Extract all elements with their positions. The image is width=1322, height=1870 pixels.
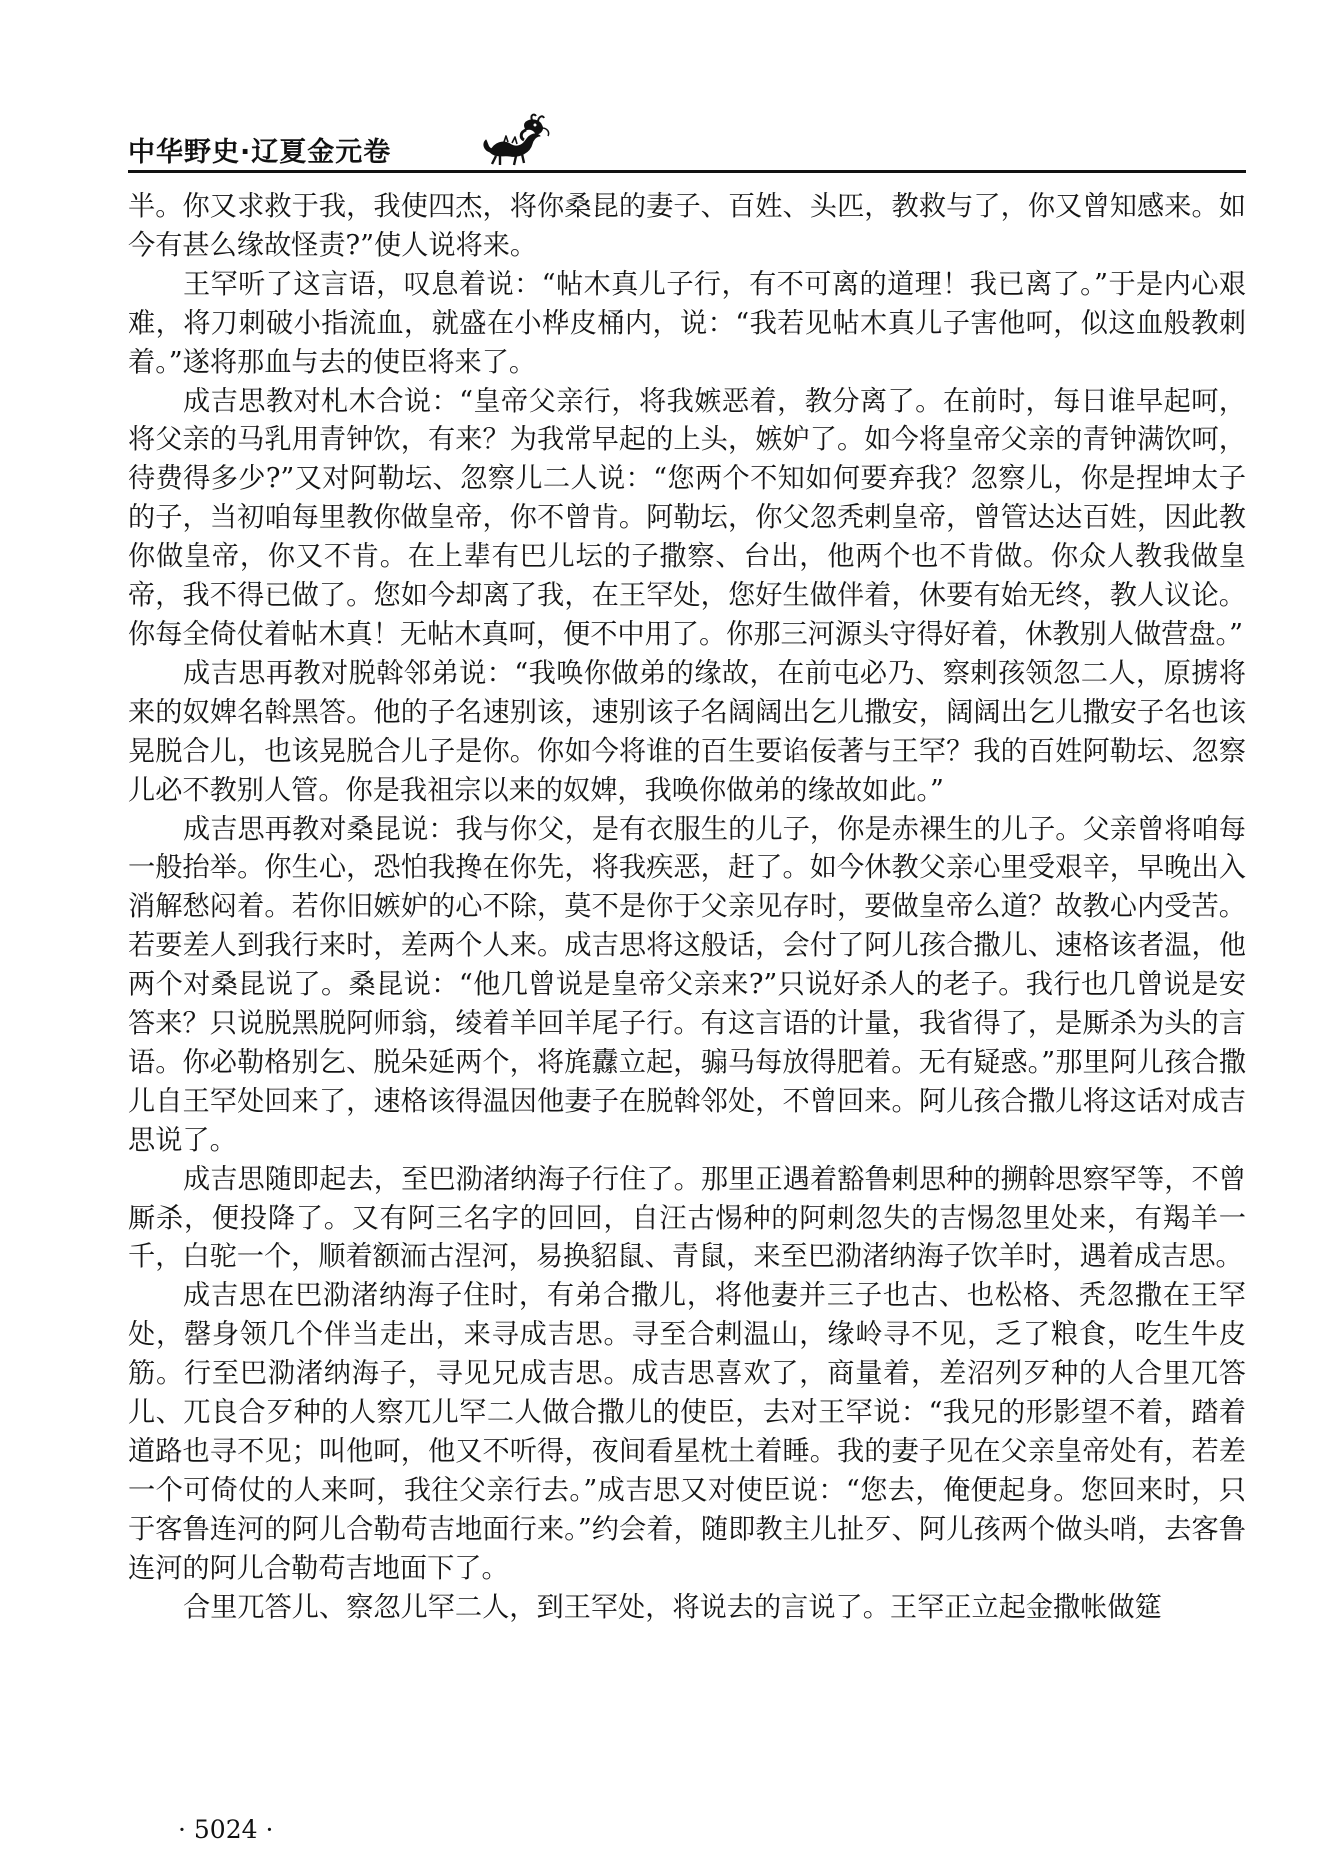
book-series-title: 中华野史·辽夏金元卷 xyxy=(128,137,392,168)
paragraph: 成吉思在巴泐渚纳海子住时，有弟合撒儿，将他妻并三子也古、也松格、秃忽撒在王罕处，罄身领几个伴当走出，来寻成吉思。寻至合剌温山，缘岭寻不见，乏了粮食，吃生牛皮筋。行至巴泐渚纳海子，寻见兄成吉思。成吉思喜欢了，商量着，差沼列歹种的人合里兀答儿、兀良合歹种的人察兀儿罕二人做合撒儿的使臣，去对王罕说：“我兄的形影望不着，踏着道路也寻不见；叫他呵，他又不听得，夜间看星枕土着睡。我的妻子见在父亲皇帝处有，若差一个可倚仗的人来呵，我往父亲行去。”成吉思又对使臣说：“您去，俺便起身。您回来时，只于客鲁连河的阿儿合勒苟吉地面行来。”约会着，随即教主儿扯歹、阿儿孩两个做头哨，去客鲁连河的阿儿合勒苟吉地面下了。 xyxy=(128,1280,1246,1584)
paragraph: 成吉思随即起去，至巴泐渚纳海子行住了。那里正遇着豁鲁剌思种的搠斡思察罕等，不曾厮杀，便投降了。又有阿三名字的回回，自汪古惕种的阿剌忽失的吉惕忽里处来，有羯羊一千，白驼一个，顺着额洏古涅河，易换貂鼠、青鼠，来至巴泐渚纳海子饮羊时，遇着成吉思。 xyxy=(128,1163,1246,1273)
page-number: · 5024 · xyxy=(178,1815,274,1844)
main-text xyxy=(128,188,1246,1628)
paragraph: 合里兀答儿、察忽儿罕二人，到王罕处，将说去的言说了。王罕正立起金撒帐做筵 xyxy=(183,1591,1162,1623)
header-rule xyxy=(128,170,1246,173)
paragraph: 成吉思再教对桑昆说：我与你父，是有衣服生的儿子，你是赤裸生的儿子。父亲曾将咱每一般抬举。你生心，恐怕我搀在你先，将我疾恶，赶了。如今休教父亲心里受艰辛，早晚出入消解愁闷着。若你旧嫉妒的心不除，莫不是你于父亲见存时，要做皇帝么道？故教心内受苦。若要差人到我行来时，差两个人来。成吉思将这般话，会付了阿儿孩合撒儿、速格该者温，他两个对桑昆说了。桑昆说：“他几曾说是皇帝父亲来?”只说好杀人的老子。我行也几曾说是安答来？只说脱黑脱阿师翁，绫着羊回羊尾子行。有这言语的计量，我省得了，是厮杀为头的言语。你必勒格别乞、脱朵延两个，将旄纛立起，骟马每放得肥着。无有疑惑。”那里阿儿孩合撒儿自王罕处回来了，速格该得温因他妻子在脱斡邻处，不曾回来。阿儿孩合撒儿将这话对成吉思说了。 xyxy=(128,813,1246,1156)
paragraph: 成吉思教对札木合说：“皇帝父亲行，将我嫉恶着，教分离了。在前时，每日谁早起呵，将父亲的马乳用青钟饮，有来？为我常早起的上头，嫉妒了。如今将皇帝父亲的青钟满饮呵，待费得多少?”又对阿勒坛、忽察儿二人说：“您两个不知如何要弃我？忽察儿，你是捏坤太子的子，当初咱每里教你做皇帝，你不曾肯。阿勒坛，你父忽秃剌皇帝，曾管达达百姓，因此教你做皇帝，你又不肯。在上辈有巴儿坛的子撒察、台出，他两个也不肯做。你众人教我做皇帝，我不得已做了。您如今却离了我，在王罕处，您好生做伴着，休要有始无终，教人议论。你每全倚仗着帖木真！无帖木真呵，便不中用了。你那三河源头守得好着，休教别人做营盘。” xyxy=(128,385,1246,650)
running-header xyxy=(128,118,1248,178)
dragon-emblem-icon xyxy=(476,112,552,170)
paragraph: 王罕听了这言语，叹息着说：“帖木真儿子行，有不可离的道理！我已离了。”于是内心艰难，将刀刺破小指流血，就盛在小桦皮桶内，说：“我若见帖木真儿子害他呵，似这血般教刺着。”遂将那血与去的使臣将来了。 xyxy=(128,268,1246,378)
paragraph: 成吉思再教对脱斡邻弟说：“我唤你做弟的缘故，在前屯必乃、察剌孩领忽二人，原掳将来的奴婢名斡黑答。他的子名速别该，速别该子名阔阔出乞儿撒安，阔阔出乞儿撒安子名也该晃脱合儿，也该晃脱合儿子是你。你如今将谁的百生要谄佞著与王罕？我的百姓阿勒坛、忽察儿必不教别人管。你是我祖宗以来的奴婢，我唤你做弟的缘故如此。” xyxy=(128,657,1246,806)
paragraph-continued: 半。你又求救于我，我使四杰，将你桑昆的妻子、百姓、头匹，教救与了，你又曾知感来。如今有甚么缘故怪责?”使人说将来。 xyxy=(128,191,1246,261)
